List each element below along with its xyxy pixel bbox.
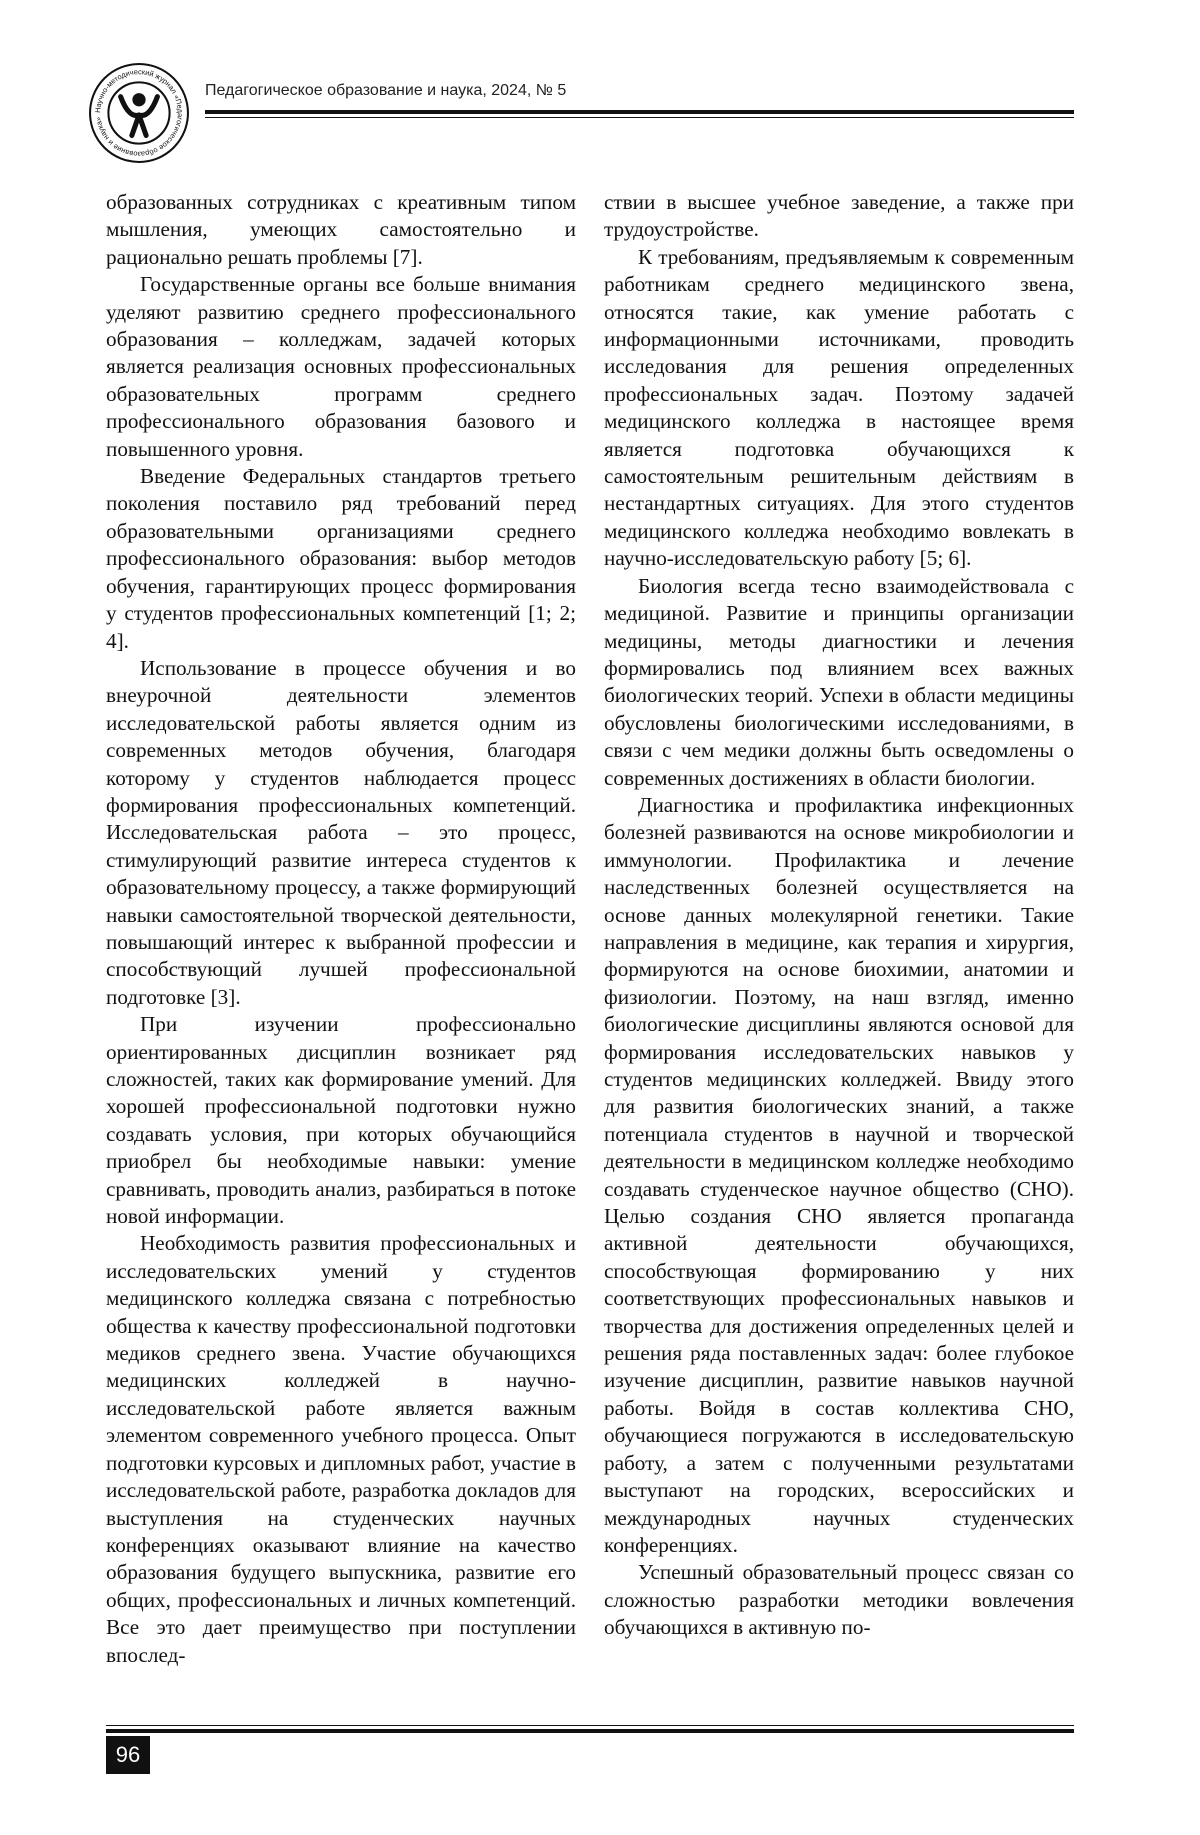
journal-logo — [88, 62, 190, 164]
paragraph: К требованиям, предъявляемым к современным работникам среднего медицинского звена, относятся такие, как умение работать с информационными источниками, проводить исследования для решения определенных профессиональных задач. Поэтому задачей медицинского колледжа в настоящее время является подготовка обучающихся к самостоятельным решительным действиям в нестандартных ситуациях. Для этого студентов медицинского колледжа необходимо вовлекать в научно-исследовательскую работу [5; 6]. — [604, 244, 1074, 571]
logo-ring-text: Научно-методический журнал «Педагогическое образование и наука» — [93, 67, 185, 159]
paragraph: Государственные органы все больше внимания уделяют развитию среднего профессионального образования – колледжам, задачей которых является реализация основных профессиональных образовательных программ среднего профессионального образования базового и повышенного уровня. — [106, 272, 576, 461]
paragraph: Диагностика и профилактика инфекционных болезней развиваются на основе микробиологии и иммунологии. Профилактика и лечение наследственных болезней осуществляется на основе данных молекулярной генетики. Такие направления в медицине, как терапия и хирургия, формируются на основе биохимии, анатомии и физиологии. Поэтому, на наш взгляд, именно биологические дисциплины являются основой для формирования исследовательских навыков у студентов медицинских колледжей. Ввиду этого для развития биологических знаний, а также потенциала студентов в научной и творческой деятельности в медицинском колледже необходимо создавать студенческое научное общество (СНО). Целью создания СНО является пропаганда активной деятельности обучающихся, способствующая формированию у них соответствующих профессиональных навыков и творчества для достижения определенных целей и решения ряда поставленных задач: более глубокое изучение дисциплин, развитие навыков научной работы. Войдя в состав коллектива СНО, обучающиеся погружаются в исследовательскую работу, а затем с полученными результатами выступают на городских, всероссийских и международных научных студенческих конференциях. — [604, 792, 1074, 1557]
paragraph: Биология всегда тесно взаимодействовала с медициной. Развитие и принципы организации медицины, методы диагностики и лечения формировались под влиянием всех важных биологических теорий. Успехи в области медицины обусловлены биологическими исследованиями, в связи с чем медики должны быть осведомлены о современных достижениях в области биологии. — [604, 573, 1074, 790]
paragraph: ствии в высшее учебное заведение, а также при трудоустройстве. — [604, 190, 1074, 242]
paragraph: Использование в процессе обучения и во внеурочной деятельности элементов исследовательской работы является одним из современных методов обучения, благодаря которому у студентов наблюдается процесс формирования профессиональных компетенций. Исследовательская работа – это процесс, стимулирующий развитие интереса студентов к образовательному процессу, а также формирующий навыки самостоятельной творческой деятельности, повышающий интерес к выбранной профессии и способствующий лучшей профессиональной подготовке [3]. — [106, 655, 576, 1009]
header-rule-thin — [205, 117, 1074, 118]
paragraph: Необходимость развития профессиональных и исследовательских умений у студентов медицинского колледжа связана с потребностью общества к качеству профессиональной подготовки медиков среднего звена. Участие обучающихся медицинских колледжей в научно-исследовательской работе является важным элементом современного учебного процесса. Опыт подготовки курсовых и дипломных работ, участие в исследовательской работе, разработка докладов для выступления на студенческих научных конференциях оказывают влияние на качество образования будущего выпускника, развитие его общих, профессиональных и личных компетенций. Все это дает преимущество при поступлении впослед- — [106, 1231, 576, 1667]
right-column — [604, 189, 1074, 1642]
header-rule — [205, 110, 1074, 114]
journal-title: Педагогическое образование и наука, 2024, № 5 — [205, 82, 567, 99]
person-figure-icon — [121, 93, 158, 135]
page-number: 96 — [106, 1736, 150, 1774]
paragraph: Введение Федеральных стандартов третьего поколения поставило ряд требований перед образовательными организациями среднего профессионального образования: выбор методов обучения, гарантирующих процесс формирования у студентов профессиональных компетенций [1; 2; 4]. — [106, 464, 576, 653]
paragraph: Успешный образовательный процесс связан со сложностью разработки методики вовлечения обучающихся в активную по- — [604, 1560, 1074, 1640]
footer-rule — [106, 1729, 1074, 1733]
paragraph: образованных сотрудниках с креативным типом мышления, умеющих самостоятельно и рационально решать проблемы [7]. — [106, 190, 576, 269]
left-column — [106, 189, 576, 1669]
footer-rule-thin — [106, 1725, 1074, 1726]
paragraph: При изучении профессионально ориентированных дисциплин возникает ряд сложностей, таких как формирование умений. Для хорошей профессиональной подготовки нужно создавать условия, при которых обучающийся приобрел бы необходимые навыки: умение сравнивать, проводить анализ, разбираться в потоке новой информации. — [106, 1012, 576, 1229]
